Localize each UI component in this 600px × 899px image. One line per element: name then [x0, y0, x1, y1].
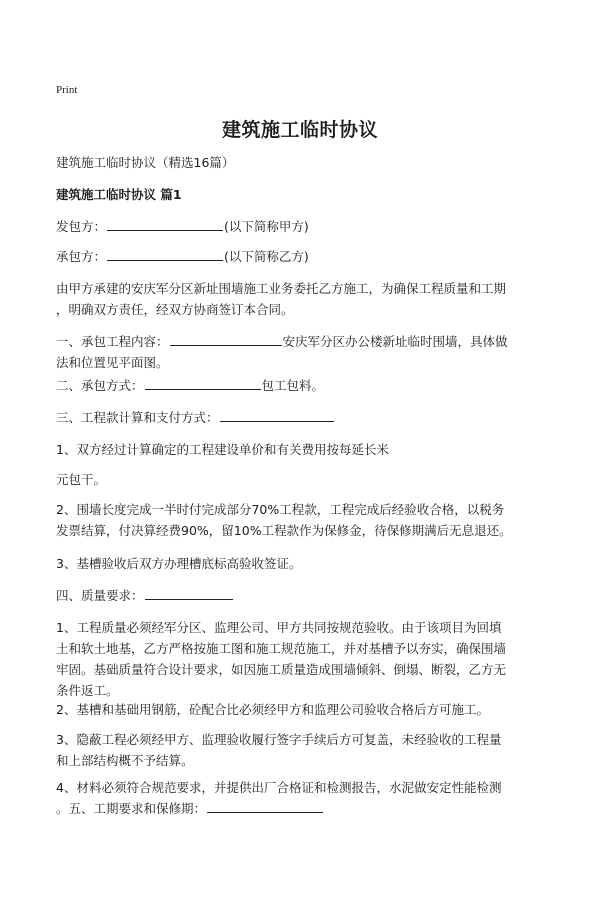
- pay3-line: 3、基槽验收后双方办理槽底标高验收签证。: [56, 556, 302, 571]
- q3-line: 和上部结构概不予结算。: [56, 753, 194, 768]
- pay2-paragraph: [56, 499, 546, 541]
- intro-line: 由甲方承建的安庆军分区新址围墙施工业务委托乙方施工，为确保工程质量和工期: [56, 281, 507, 296]
- item3-blank: [220, 408, 334, 422]
- item2-prefix: 二、承包方式：: [56, 378, 144, 393]
- pay1-line: 1、双方经过计算确定的工程建设单价和有关费用按每延长米: [56, 442, 389, 457]
- q4-line2-text: 。五、工期要求和保修期：: [56, 801, 207, 816]
- item1-blank: [170, 332, 282, 346]
- q4-paragraph: [56, 777, 546, 819]
- item2-suffix: 包工包料。: [261, 378, 325, 393]
- q1-line: 牢固。基础质量符合设计要求，如因施工质量造成围墙倾斜、倒塌、断裂，乙方无: [56, 662, 507, 677]
- q1-line: 土和软土地基，乙方严格按施工图和施工规范施工，并对基槽予以夯实，确保围墙: [56, 641, 507, 656]
- party-a-blank: [107, 217, 223, 231]
- item1-paragraph: [56, 331, 546, 373]
- item3-prefix: 三、工程款计算和支付方式：: [56, 410, 219, 425]
- item2-line: [56, 375, 546, 396]
- q1-paragraph: [56, 617, 546, 701]
- item5-blank: [207, 799, 323, 813]
- intro-line: ，明确双方责任，经双方协商签订本合同。: [56, 302, 294, 317]
- item4-line: [56, 585, 546, 606]
- intro-paragraph: [56, 278, 546, 320]
- document-title: 建筑施工临时协议: [221, 119, 378, 141]
- party-b-label: 承包方：: [56, 249, 107, 264]
- item4-prefix: 四、质量要求：: [56, 588, 144, 603]
- print-label: Print: [56, 84, 78, 96]
- pay2-line: 2、围墙长度完成一半时付完成部分70%工程款，工程完成后经验收合格，以税务: [56, 502, 505, 517]
- q1-line: 1、工程质量必须经军分区、监理公司、甲方共同按规范验收。由于该项目为回填: [56, 620, 502, 635]
- party-b-suffix: (以下简称乙方): [224, 249, 309, 264]
- section-heading: 建筑施工临时协议 篇1: [56, 187, 182, 202]
- q3-line: 3、隐蔽工程必须经甲方、监理验收履行签字手续后方可复盖，未经验收的工程量: [56, 732, 502, 747]
- q1-line: 条件返工。: [56, 683, 119, 698]
- document-subtitle: 建筑施工临时协议（精选16篇）: [56, 155, 235, 170]
- party-a-suffix: (以下简称甲方): [224, 219, 309, 234]
- item2-blank: [145, 376, 261, 390]
- item1-line: [56, 331, 546, 352]
- item1-prefix: 一、承包工程内容：: [56, 334, 169, 349]
- pay2-line: 发票结算，付决算经费90%，留10%工程款作为保修金，待保修期满后无息退还。: [56, 523, 512, 538]
- party-b-line: [56, 246, 546, 267]
- q2-line: 2、基槽和基础用钢筋，砼配合比必须经甲方和监理公司验收合格后方可施工。: [56, 702, 489, 717]
- q3-paragraph: [56, 729, 546, 771]
- party-b-blank: [107, 247, 223, 261]
- item1-suffix: 安庆军分区办公楼新址临时围墙，具体做: [282, 334, 508, 349]
- item3-line: [56, 407, 546, 428]
- item4-blank: [145, 586, 233, 600]
- party-a-label: 发包方：: [56, 219, 107, 234]
- item1-line2: 法和位置见平面图。: [56, 355, 169, 370]
- party-a-line: [56, 216, 546, 237]
- q4-line: 4、材料必须符合规范要求，并提供出厂合格证和检测报告，水泥做安定性能检测: [56, 780, 502, 795]
- pay1b-line: 元包干。: [56, 472, 107, 487]
- q4-line: [56, 798, 546, 819]
